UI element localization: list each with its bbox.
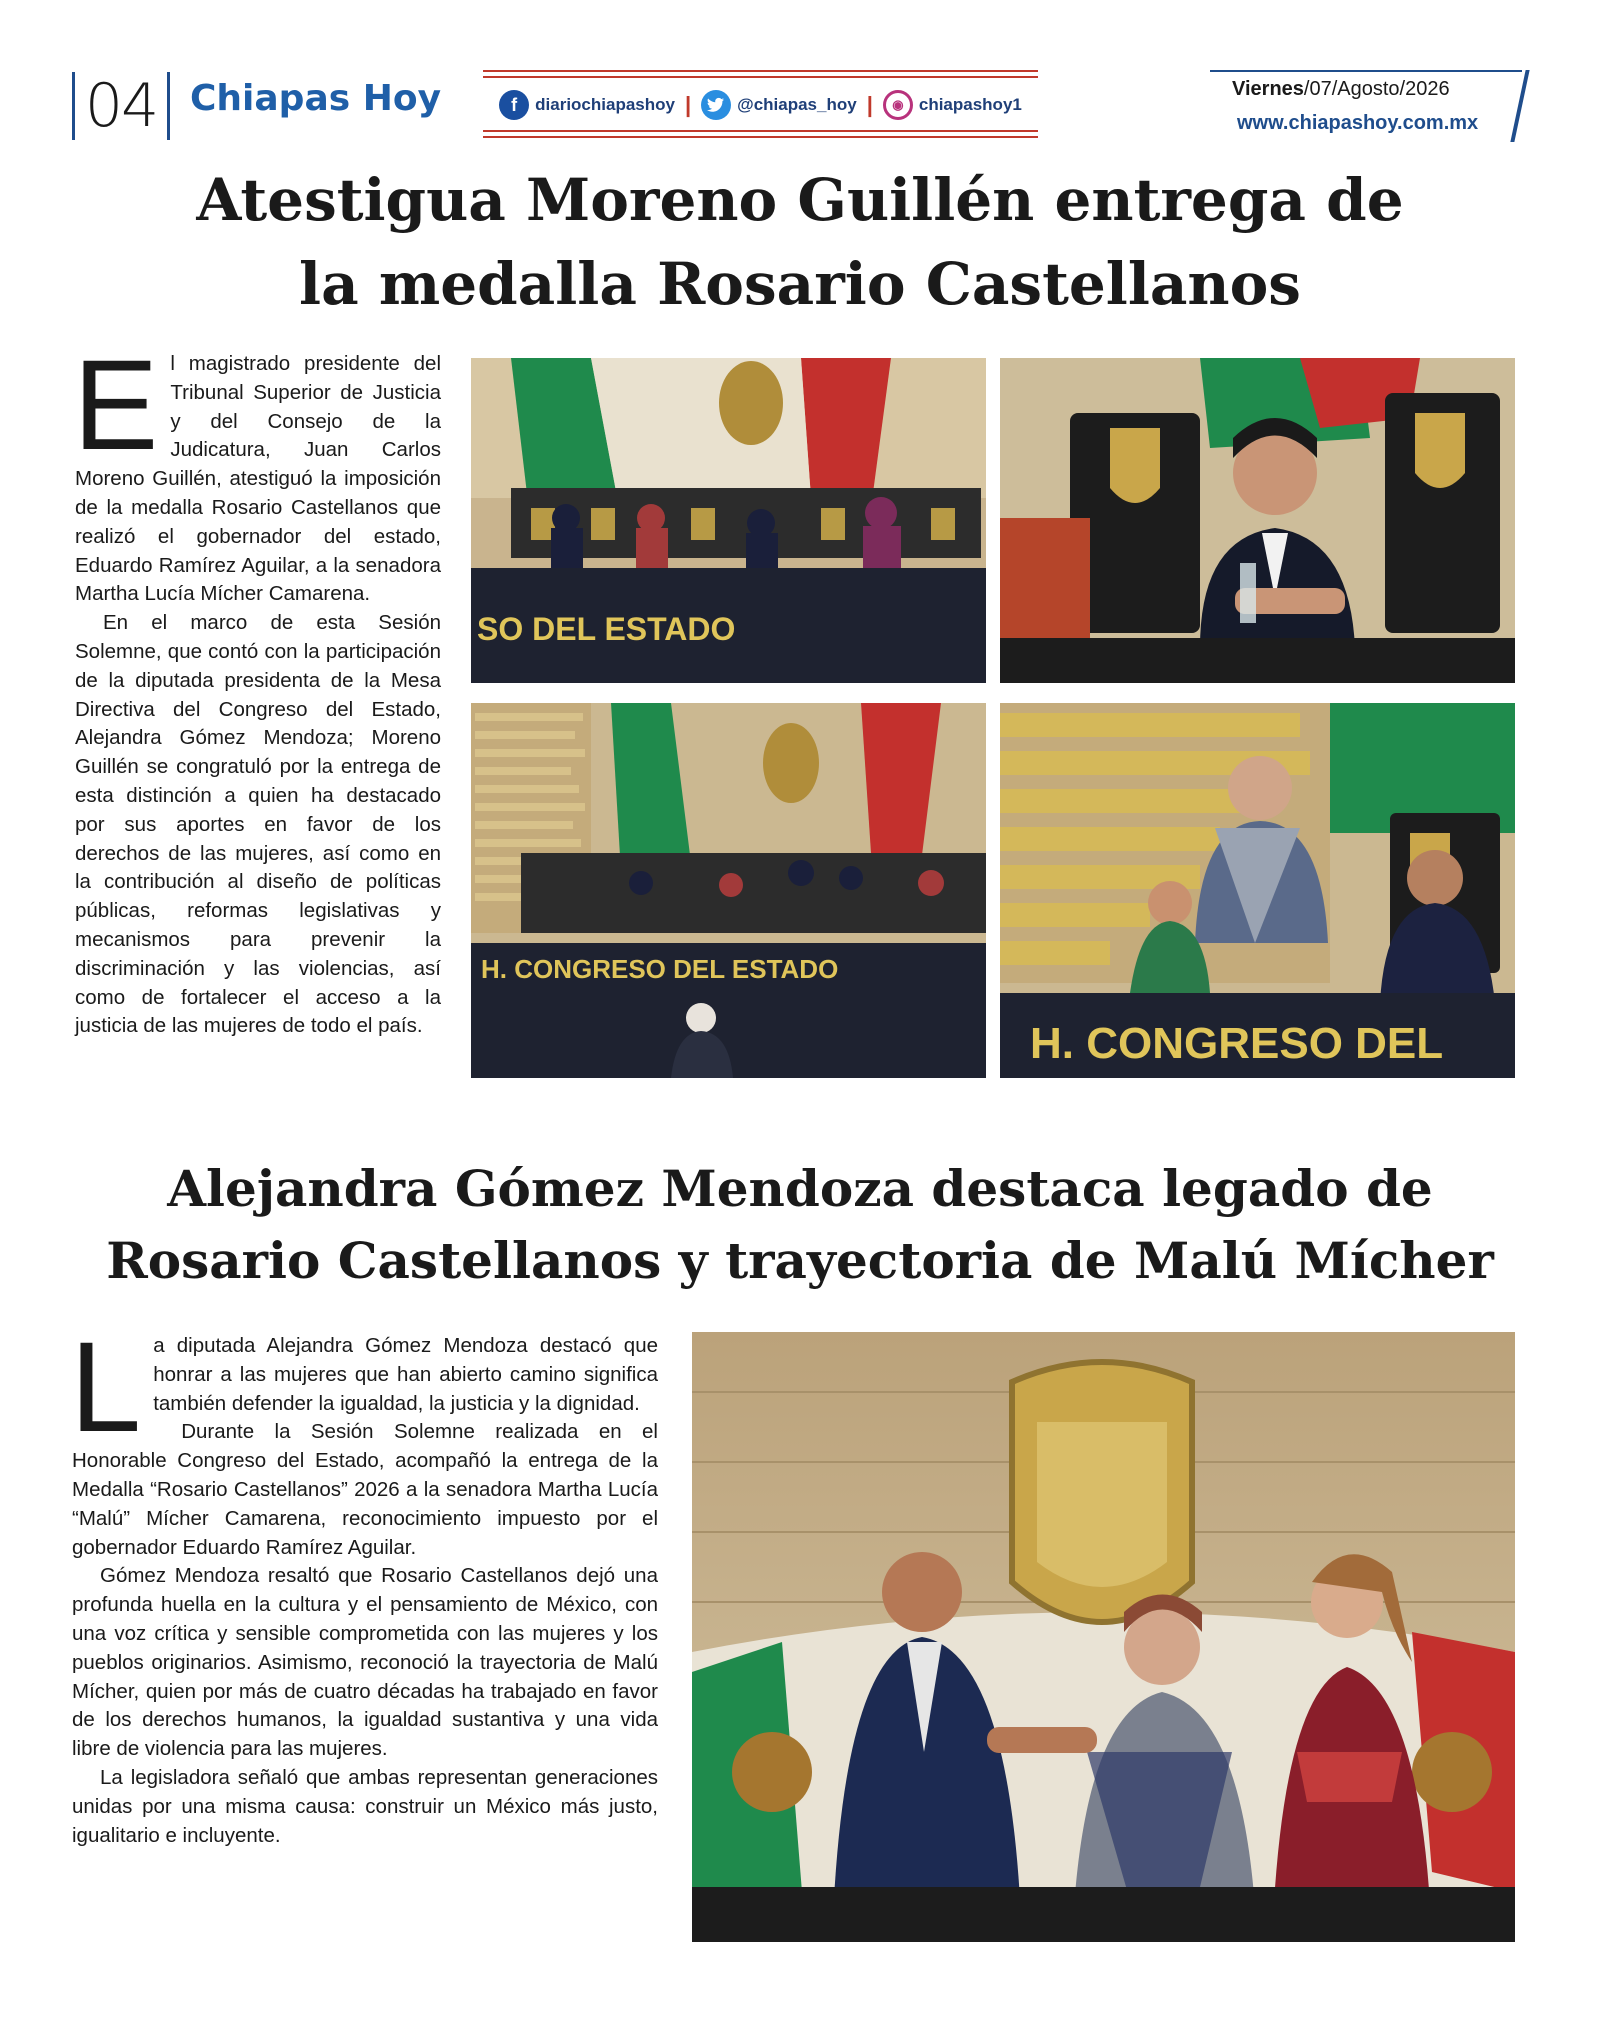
- photo-magistrate-seated: [1000, 358, 1515, 683]
- issue-date: Viernes/07/Agosto/2026: [1232, 78, 1450, 100]
- headline-article-1: Atestigua Moreno Guillén entrega de la medalla Rosario Castellanos: [196, 166, 1404, 318]
- headline-article-2: Alejandra Gómez Mendoza destaca legado de Rosario Castellanos y trayectoria de Malú Mícher: [106, 1159, 1494, 1290]
- social-media-bar: [483, 70, 1038, 138]
- photo-session-podium: [471, 358, 986, 683]
- article-1-body: [73, 334, 441, 1041]
- article-1-paragraph: El magistrado presidente del Tribunal Superior de Justicia y del Consejo de la Judicatura, Juan Carlos Moreno Guillén, atestiguó la imposición de la medalla Rosario Castellanos que realizó el gobernador del estado, Eduardo Ramírez Aguilar, a la senadora Martha Lucía Mícher Camarena.: [73, 334, 441, 606]
- header-slash-decoration: [1510, 70, 1529, 142]
- facebook-handle[interactable]: f diariochiapashoy: [499, 90, 675, 120]
- article-2-paragraph: La legisladora señaló que ambas representan generaciones unidas por una misma causa: construir un México más justo, igualitario e incluyente.: [72, 1765, 658, 1847]
- instagram-icon: ◉: [883, 90, 913, 120]
- article-2-paragraph: Gómez Mendoza resaltó que Rosario Castellanos dejó una profunda huella en la cultura y el pensamiento de México, con una voz crítica y sensible comprometida con las mujeres y los pueblos originarios. Asimismo, reconoció la trayectoria de Malú Mícher, quien por más de cuatro décadas ha trabajado en favor de los derechos humanos, la igualdad sustantiva y una vida libre de violencia para las mujeres.: [72, 1564, 658, 1761]
- article-2-paragraph: Durante la Sesión Solemne realizada en el Honorable Congreso del Estado, acompañó la entrega de la Medalla “Rosario Castellanos” 2026 a la senadora Martha Lucía “Malú” Mícher Camarena, reconocimiento impuesto por el gobernador Eduardo Ramírez Aguilar.: [72, 1420, 658, 1559]
- photo-session-applause: [471, 703, 986, 1078]
- plate-text: SO DEL ESTADO: [477, 611, 736, 647]
- article-2-body: [70, 1316, 658, 1850]
- article-1-paragraph: En el marco de esta Sesión Solemne, que contó con la participación de la diputada presidenta de la Mesa Directiva del Congreso del Estado, Alejandra Gómez Mendoza; Moreno Guillén se congratuló por la entrega de esta distinción a quien ha destacado por sus aportes en favor de los derechos de las mujeres, así como en la contribución al diseño de políticas públicas, reformas legislativas y mecanismos para prevenir la discriminación y las violencias, así como de fortalecer el acceso a la justicia de las mujeres de todo el país.: [75, 611, 441, 1038]
- facebook-icon: f: [499, 90, 529, 120]
- photo-senator-standing: [1000, 703, 1515, 1078]
- page-number: 04: [72, 72, 170, 140]
- separator: |: [684, 92, 692, 117]
- separator: |: [866, 92, 873, 117]
- article-2-paragraph: La diputada Alejandra Gómez Mendoza destacó que honrar a las mujeres que han abierto camino significa también defender la igualdad, la justicia y la dignidad.: [70, 1316, 658, 1459]
- drop-cap: L: [70, 1316, 142, 1459]
- plate-text: H. CONGRESO DEL ESTADO: [481, 954, 839, 984]
- header-rule: [1210, 70, 1522, 72]
- website-link[interactable]: www.chiapashoy.com.mx: [1237, 112, 1479, 134]
- photo-congratulation: [692, 1332, 1515, 1942]
- plate-text: H. CONGRESO DEL: [1030, 1019, 1444, 1068]
- twitter-bird-icon: [701, 90, 731, 120]
- section-title: Chiapas Hoy: [190, 78, 442, 119]
- twitter-handle[interactable]: @chiapas_hoy: [701, 90, 857, 120]
- drop-cap: E: [73, 334, 159, 477]
- instagram-handle[interactable]: ◉ chiapashoy1: [883, 90, 1022, 120]
